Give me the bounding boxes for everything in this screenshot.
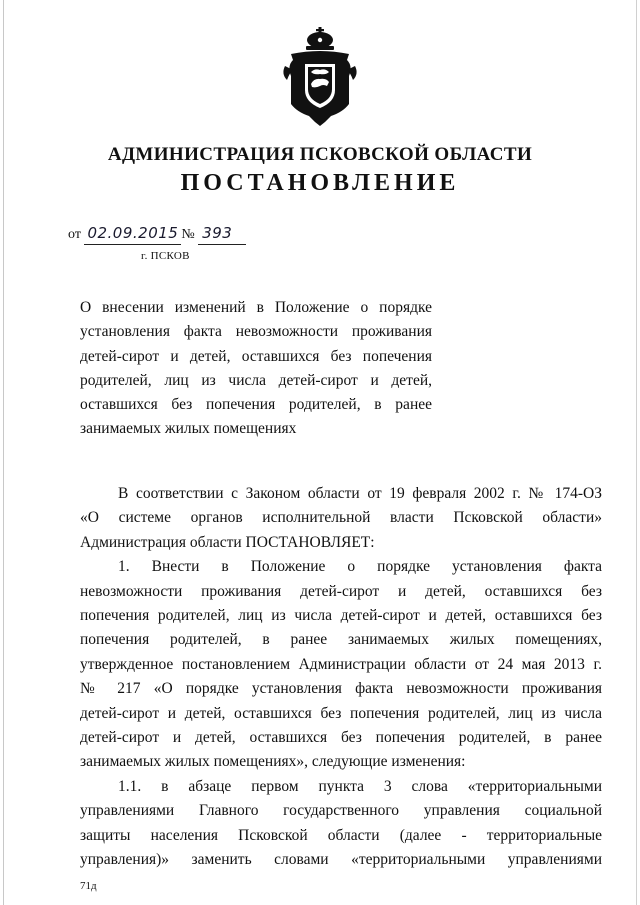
body-line: невозможности проживания детей-сирот и детей, оставшихся без bbox=[80, 582, 602, 600]
body-line: управлениями Главного государственного управления социальной bbox=[80, 802, 602, 820]
number-sign: № bbox=[181, 227, 195, 242]
organization-name: АДМИНИСТРАЦИЯ ПСКОВСКОЙ ОБЛАСТИ bbox=[107, 144, 533, 165]
footer-code: 71д bbox=[80, 880, 97, 892]
date-prefix: от bbox=[68, 227, 81, 242]
body-line: занимаемых жилых помещениях», следующие изменения: bbox=[80, 753, 466, 771]
body-line: защиты населения Псковской области (далее - территориальные bbox=[80, 826, 602, 844]
body-line: попечения родителей, лиц из числа детей-сирот и детей, оставшихся без bbox=[80, 607, 602, 625]
document-number: 393 bbox=[202, 224, 233, 242]
body-line: В соответствии с Законом области от 19 февраля 2002 г. № 174-ОЗ bbox=[118, 485, 602, 502]
body-line: попечения родителей, в ранее занимаемых жилых помещениях, bbox=[80, 631, 602, 649]
document-body bbox=[80, 482, 602, 873]
subject-line: детей-сирот и детей, оставшихся без попечения bbox=[80, 347, 432, 365]
city-label: г. ПСКОВ bbox=[141, 250, 190, 262]
scan-edge-left bbox=[3, 0, 4, 905]
body-line: 1.1. в абзаце первом пункта 3 слова «территориальными bbox=[118, 777, 602, 795]
scan-edge-right bbox=[636, 0, 637, 905]
document-subject bbox=[80, 296, 432, 442]
body-line: управления)» заменить словами «территориальными управлениями bbox=[80, 851, 602, 869]
subject-line: О внесении изменений в Положение о порядке bbox=[80, 299, 432, 316]
document-type-title: ПОСТАНОВЛЕНИЕ bbox=[180, 170, 460, 196]
body-line: Администрация области ПОСТАНОВЛЯЕТ: bbox=[80, 533, 375, 551]
subject-line: оставшихся без попечения родителей, в ранее bbox=[80, 396, 432, 414]
subject-line: родителей, лиц из числа детей-сирот и детей, bbox=[80, 371, 432, 389]
subject-line: занимаемых жилых помещениях bbox=[80, 420, 297, 438]
date-number-line bbox=[68, 224, 246, 245]
body-line: 1. Внести в Положение о порядке установления факта bbox=[118, 558, 602, 576]
body-line: утвержденное постановлением Администрации области от 24 мая 2013 г. bbox=[80, 655, 602, 673]
document-date: 02.09.2015 bbox=[87, 224, 179, 242]
body-line: № 217 «О порядке установления факта невозможности проживания bbox=[80, 680, 602, 698]
subject-line: установления факта невозможности проживания bbox=[80, 323, 432, 341]
coat-of-arms-icon bbox=[281, 26, 359, 128]
body-line: детей-сирот и детей, оставшихся без попечения родителей, лиц из числа bbox=[80, 704, 602, 722]
body-line: «О системе органов исполнительной власти Псковской области» bbox=[80, 509, 602, 527]
body-line: детей-сирот и детей, оставшихся без попечения родителей, в ранее bbox=[80, 729, 602, 747]
